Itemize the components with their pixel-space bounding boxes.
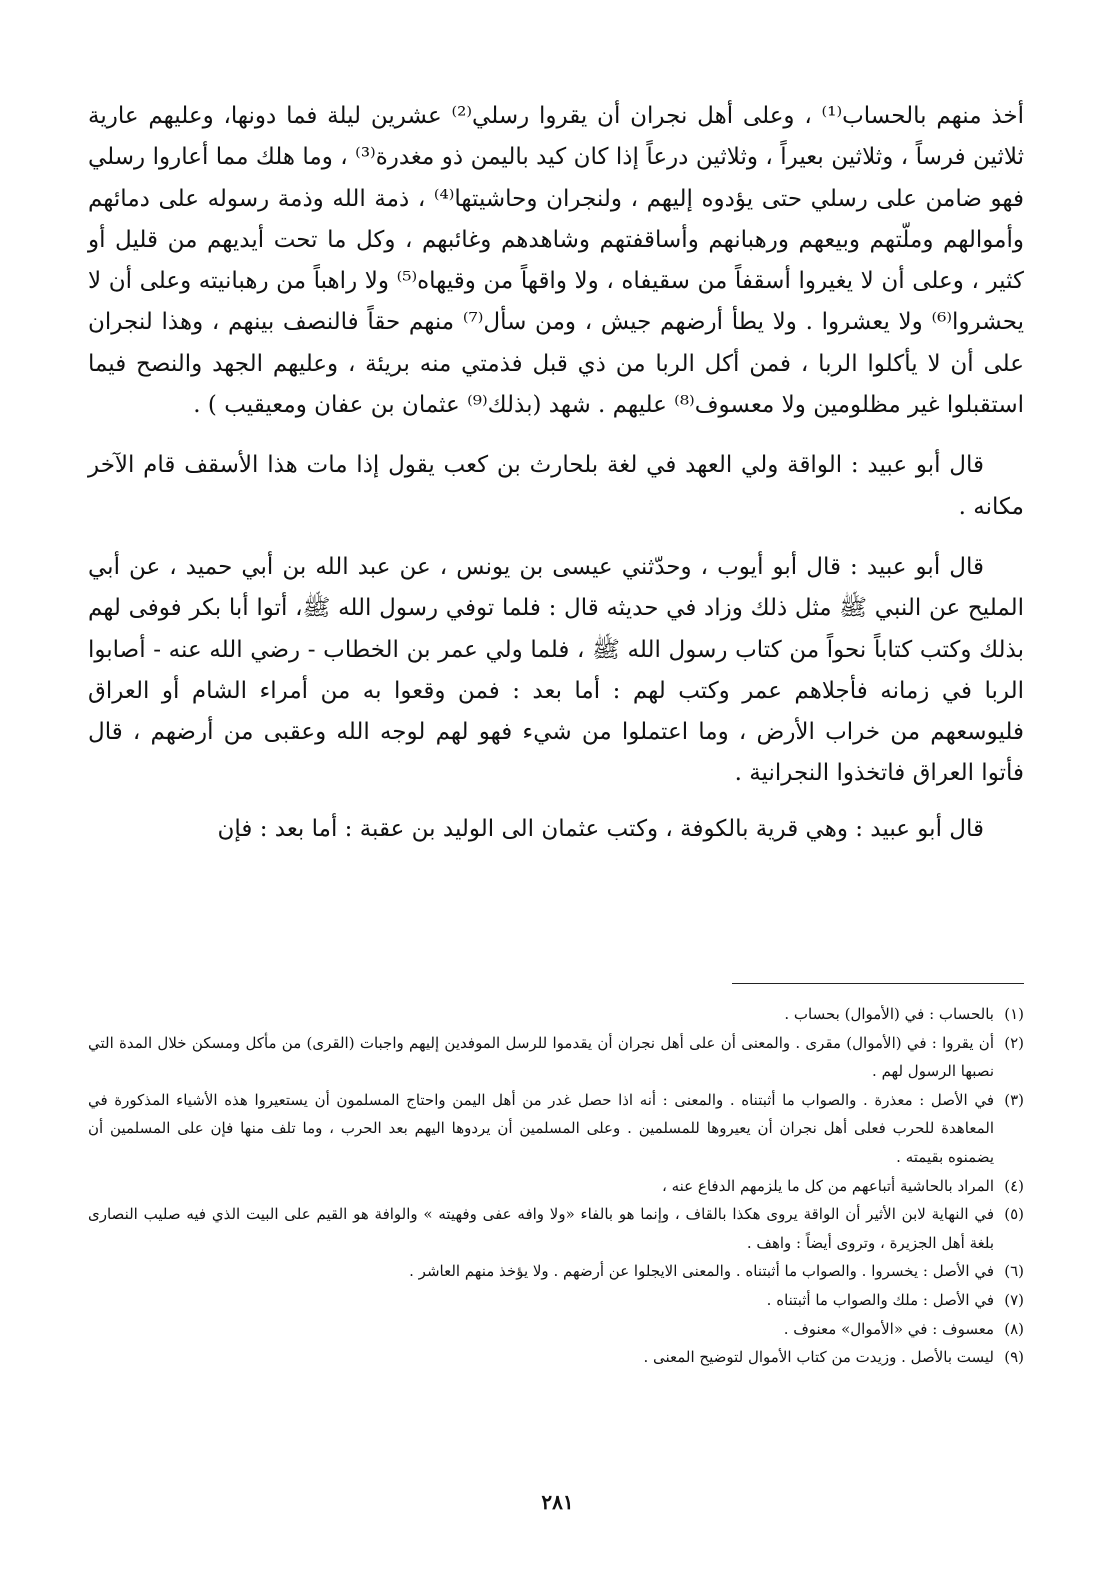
footnote-separator <box>732 983 1024 984</box>
footnote-text: المراد بالحاشية أتباعهم من كل ما يلزمهم الدفاع عنه ، <box>661 1176 994 1195</box>
footnote-number: (٧) <box>1004 1290 1024 1309</box>
footnote-text: في الأصل : معذرة . والصواب ما أثبتناه . والمعنى : أنه اذا حصل غدر من أهل اليمن واحتاج المسلمون أن يستعيروا هذه الأشياء المذكورة في المعاهدة للحرب فعلى أهل نجران أن يعيروها للمسلمين . وعلى المسلمين أن يردوها اليهم بعد الحرب ، وما تلف منها فإن على المسلمين أن يضمنوه بقيمته . <box>88 1090 994 1166</box>
main-text <box>88 96 1024 850</box>
footnote <box>88 1029 1024 1086</box>
paragraph-abu-ubaid-hadith: قال أبو عبيد : قال أبو أيوب ، وحدّثني عيسى بن يونس ، عن عبد الله بن أبي حميد ، عن أبي المليح عن النبي ﷺ مثل ذلك وزاد في حديثه قال : فلما توفي رسول الله ﷺ، أتوا أبا بكر فوفى لهم بذلك وكتب كتاباً نحواً من كتاب رسول الله ﷺ ، فلما ولي عمر بن الخطاب - رضي الله عنه - أصابوا الربا في زمانه فأجلاهم عمر وكتب لهم : أما بعد : فمن وقعوا به من أمراء الشام أو العراق فليوسعهم من خراب الأرض ، وما اعتملوا من شيء فهو لهم لوجه الله وعقبى من أرضهم ، قال فأتوا العراق فاتخذوا النجرانية . <box>88 553 1024 787</box>
paragraph-abu-ubaid-waqa: قال أبو عبيد : الواقة ولي العهد في لغة بلحارث بن كعب يقول إذا مات هذا الأسقف قام الآخر مكانه . <box>88 452 1024 520</box>
footnote-number: (٢) <box>1004 1033 1024 1052</box>
footnote-number: (٨) <box>1004 1319 1024 1338</box>
footnote <box>88 1343 1024 1372</box>
page-number: ٢٨١ <box>541 1490 574 1514</box>
footnote <box>88 1086 1024 1172</box>
footnote-text: معسوف : في «الأموال» معنوف . <box>783 1319 994 1338</box>
footnotes <box>88 1000 1024 1372</box>
footnote <box>88 1172 1024 1201</box>
footnote-number: (٩) <box>1004 1348 1024 1367</box>
footnote-text: أن يقروا : في (الأموال) مقرى . والمعنى أن على أهل نجران أن يقدموا للرسل الموفدين إليهم واجبات (القرى) من مأكل ومسكن خلال المدة التي نصبها الرسول لهم . <box>88 1033 994 1081</box>
paragraph-abu-ubaid-kufa: قال أبو عبيد : وهي قرية بالكوفة ، وكتب عثمان الى الوليد بن عقبة : أما بعد : فإن <box>217 815 984 842</box>
footnote-number: (٥) <box>1004 1205 1024 1224</box>
footnote-text: ليست بالأصل . وزيدت من كتاب الأموال لتوضيح المعنى . <box>643 1348 994 1367</box>
footnote-number: (٣) <box>1004 1090 1024 1109</box>
footnote-text: بالحساب : في (الأموال) بحساب . <box>784 1005 994 1023</box>
footnote-text: في النهاية لابن الأثير أن الواقة يروى هكذا بالقاف ، وإنما هو بالفاء «ولا وافه عفى وفهيته » والوافة هو القيم على البيت الذي فيه صليب النصارى بلغة أهل الجزيرة ، وتروى أيضاً : واهف . <box>88 1205 994 1252</box>
footnote-text: في الأصل : يخسروا . والصواب ما أثبتناه . والمعنى الايجلوا عن أرضهم . ولا يؤخذ منهم العاشر . <box>409 1262 994 1281</box>
footnote <box>88 1286 1024 1315</box>
footnote <box>88 1200 1024 1257</box>
footnote-number: (١) <box>1004 1005 1024 1023</box>
footnote <box>88 1257 1024 1286</box>
footnote <box>88 1315 1024 1344</box>
paragraph-treaty: أخذ منهم بالحساب⁽¹⁾ ، وعلى أهل نجران أن يقروا رسلي⁽²⁾ عشرين ليلة فما دونها، وعليهم عارية ثلاثين فرساً ، وثلاثين بعيراً ، وثلاثين درعاً إذا كان كيد باليمن ذو مغدرة⁽³⁾ ، وما هلك مما أعاروا رسلي فهو ضامن على رسلي حتى يؤدوه إليهم ، ولنجران وحاشيتها⁽⁴⁾ ، ذمة الله وذمة رسوله على دمائهم وأموالهم وملّتهم وبيعهم ورهبانهم وأساقفتهم وشاهدهم وغائبهم ، وكل ما تحت أيديهم من قليل أو كثير ، وعلى أن لا يغيروا أسقفاً من سقيفاه ، ولا واقهاً من وقيهاه⁽⁵⁾ ولا راهباً من رهبانيته وعلى أن لا يحشروا⁽⁶⁾ ولا يعشروا . ولا يطأ أرضهم جيش ، ومن سأل⁽⁷⁾ منهم حقاً فالنصف بينهم ، وهذا لنجران على أن لا يأكلوا الربا ، فمن أكل الربا من ذي قبل فذمتي منه بريئة ، وعليهم الجهد والنصح فيما استقبلوا غير مظلومين ولا معسوف⁽⁸⁾ عليهم . شهد (بذلك⁽⁹⁾ عثمان بن عفان ومعيقيب ) . <box>88 103 1025 419</box>
footnote <box>88 1000 1024 1029</box>
footnote-number: (٤) <box>1004 1176 1024 1195</box>
footnote-text: في الأصل : ملك والصواب ما أثبتناه . <box>766 1290 994 1309</box>
footnote-number: (٦) <box>1004 1262 1024 1281</box>
